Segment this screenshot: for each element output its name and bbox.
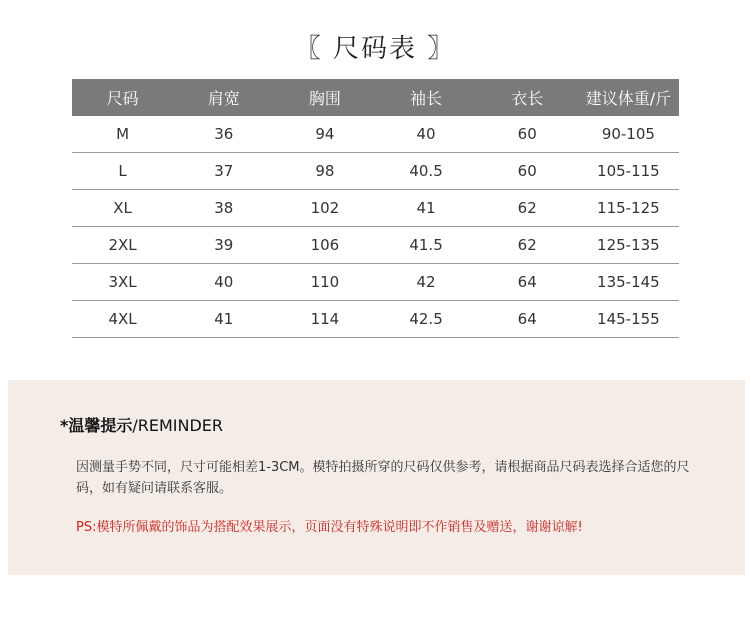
table-cell: 145-155 bbox=[578, 301, 679, 338]
table-row bbox=[72, 227, 679, 264]
table-cell: 41 bbox=[375, 190, 476, 227]
table-cell: 98 bbox=[274, 153, 375, 190]
table-row bbox=[72, 116, 679, 153]
table-header-row bbox=[72, 79, 679, 116]
table-row bbox=[72, 301, 679, 338]
table-cell: M bbox=[72, 116, 173, 153]
table-cell: 42.5 bbox=[375, 301, 476, 338]
column-header: 胸围 bbox=[274, 79, 375, 116]
table-cell: 62 bbox=[477, 190, 578, 227]
reminder-ps-note: PS:模特所佩戴的饰品为搭配效果展示，页面没有特殊说明即不作销售及赠送，谢谢谅解! bbox=[76, 520, 583, 535]
table-cell: 64 bbox=[477, 264, 578, 301]
table-row bbox=[72, 264, 679, 301]
table-cell: XL bbox=[72, 190, 173, 227]
table-cell: 102 bbox=[274, 190, 375, 227]
column-header: 尺码 bbox=[72, 79, 173, 116]
table-cell: 41 bbox=[173, 301, 274, 338]
size-table bbox=[72, 79, 679, 338]
table-cell: 94 bbox=[274, 116, 375, 153]
table-cell: 114 bbox=[274, 301, 375, 338]
table-cell: 64 bbox=[477, 301, 578, 338]
table-row bbox=[72, 153, 679, 190]
table-cell: 39 bbox=[173, 227, 274, 264]
page-title: 〖 尺码表 〗 bbox=[294, 34, 456, 64]
table-cell: 38 bbox=[173, 190, 274, 227]
column-header: 衣长 bbox=[477, 79, 578, 116]
reminder-title-en: /REMINDER bbox=[132, 416, 224, 435]
table-cell: 42 bbox=[375, 264, 476, 301]
table-cell: 40 bbox=[375, 116, 476, 153]
table-cell: 110 bbox=[274, 264, 375, 301]
table-cell: 115-125 bbox=[578, 190, 679, 227]
reminder-panel bbox=[8, 380, 745, 575]
table-cell: 4XL bbox=[72, 301, 173, 338]
reminder-title-zh: *温馨提示 bbox=[60, 416, 133, 435]
table-row bbox=[72, 190, 679, 227]
table-cell: 36 bbox=[173, 116, 274, 153]
column-header: 建议体重/斤 bbox=[578, 79, 679, 116]
table-cell: 62 bbox=[477, 227, 578, 264]
table-cell: L bbox=[72, 153, 173, 190]
table-cell: 3XL bbox=[72, 264, 173, 301]
reminder-body: 因测量手势不同，尺寸可能相差1-3CM。模特拍摄所穿的尺码仅供参考，请根据商品尺码表选择合适您的尺码，如有疑问请联系客服。 bbox=[76, 460, 690, 496]
column-header: 袖长 bbox=[375, 79, 476, 116]
table-cell: 125-135 bbox=[578, 227, 679, 264]
table-cell: 2XL bbox=[72, 227, 173, 264]
table-cell: 40 bbox=[173, 264, 274, 301]
table-cell: 60 bbox=[477, 153, 578, 190]
table-cell: 105-115 bbox=[578, 153, 679, 190]
table-cell: 90-105 bbox=[578, 116, 679, 153]
reminder-title bbox=[60, 413, 223, 436]
table-cell: 40.5 bbox=[375, 153, 476, 190]
table-cell: 106 bbox=[274, 227, 375, 264]
table-cell: 60 bbox=[477, 116, 578, 153]
table-cell: 37 bbox=[173, 153, 274, 190]
table-cell: 135-145 bbox=[578, 264, 679, 301]
column-header: 肩宽 bbox=[173, 79, 274, 116]
table-cell: 41.5 bbox=[375, 227, 476, 264]
